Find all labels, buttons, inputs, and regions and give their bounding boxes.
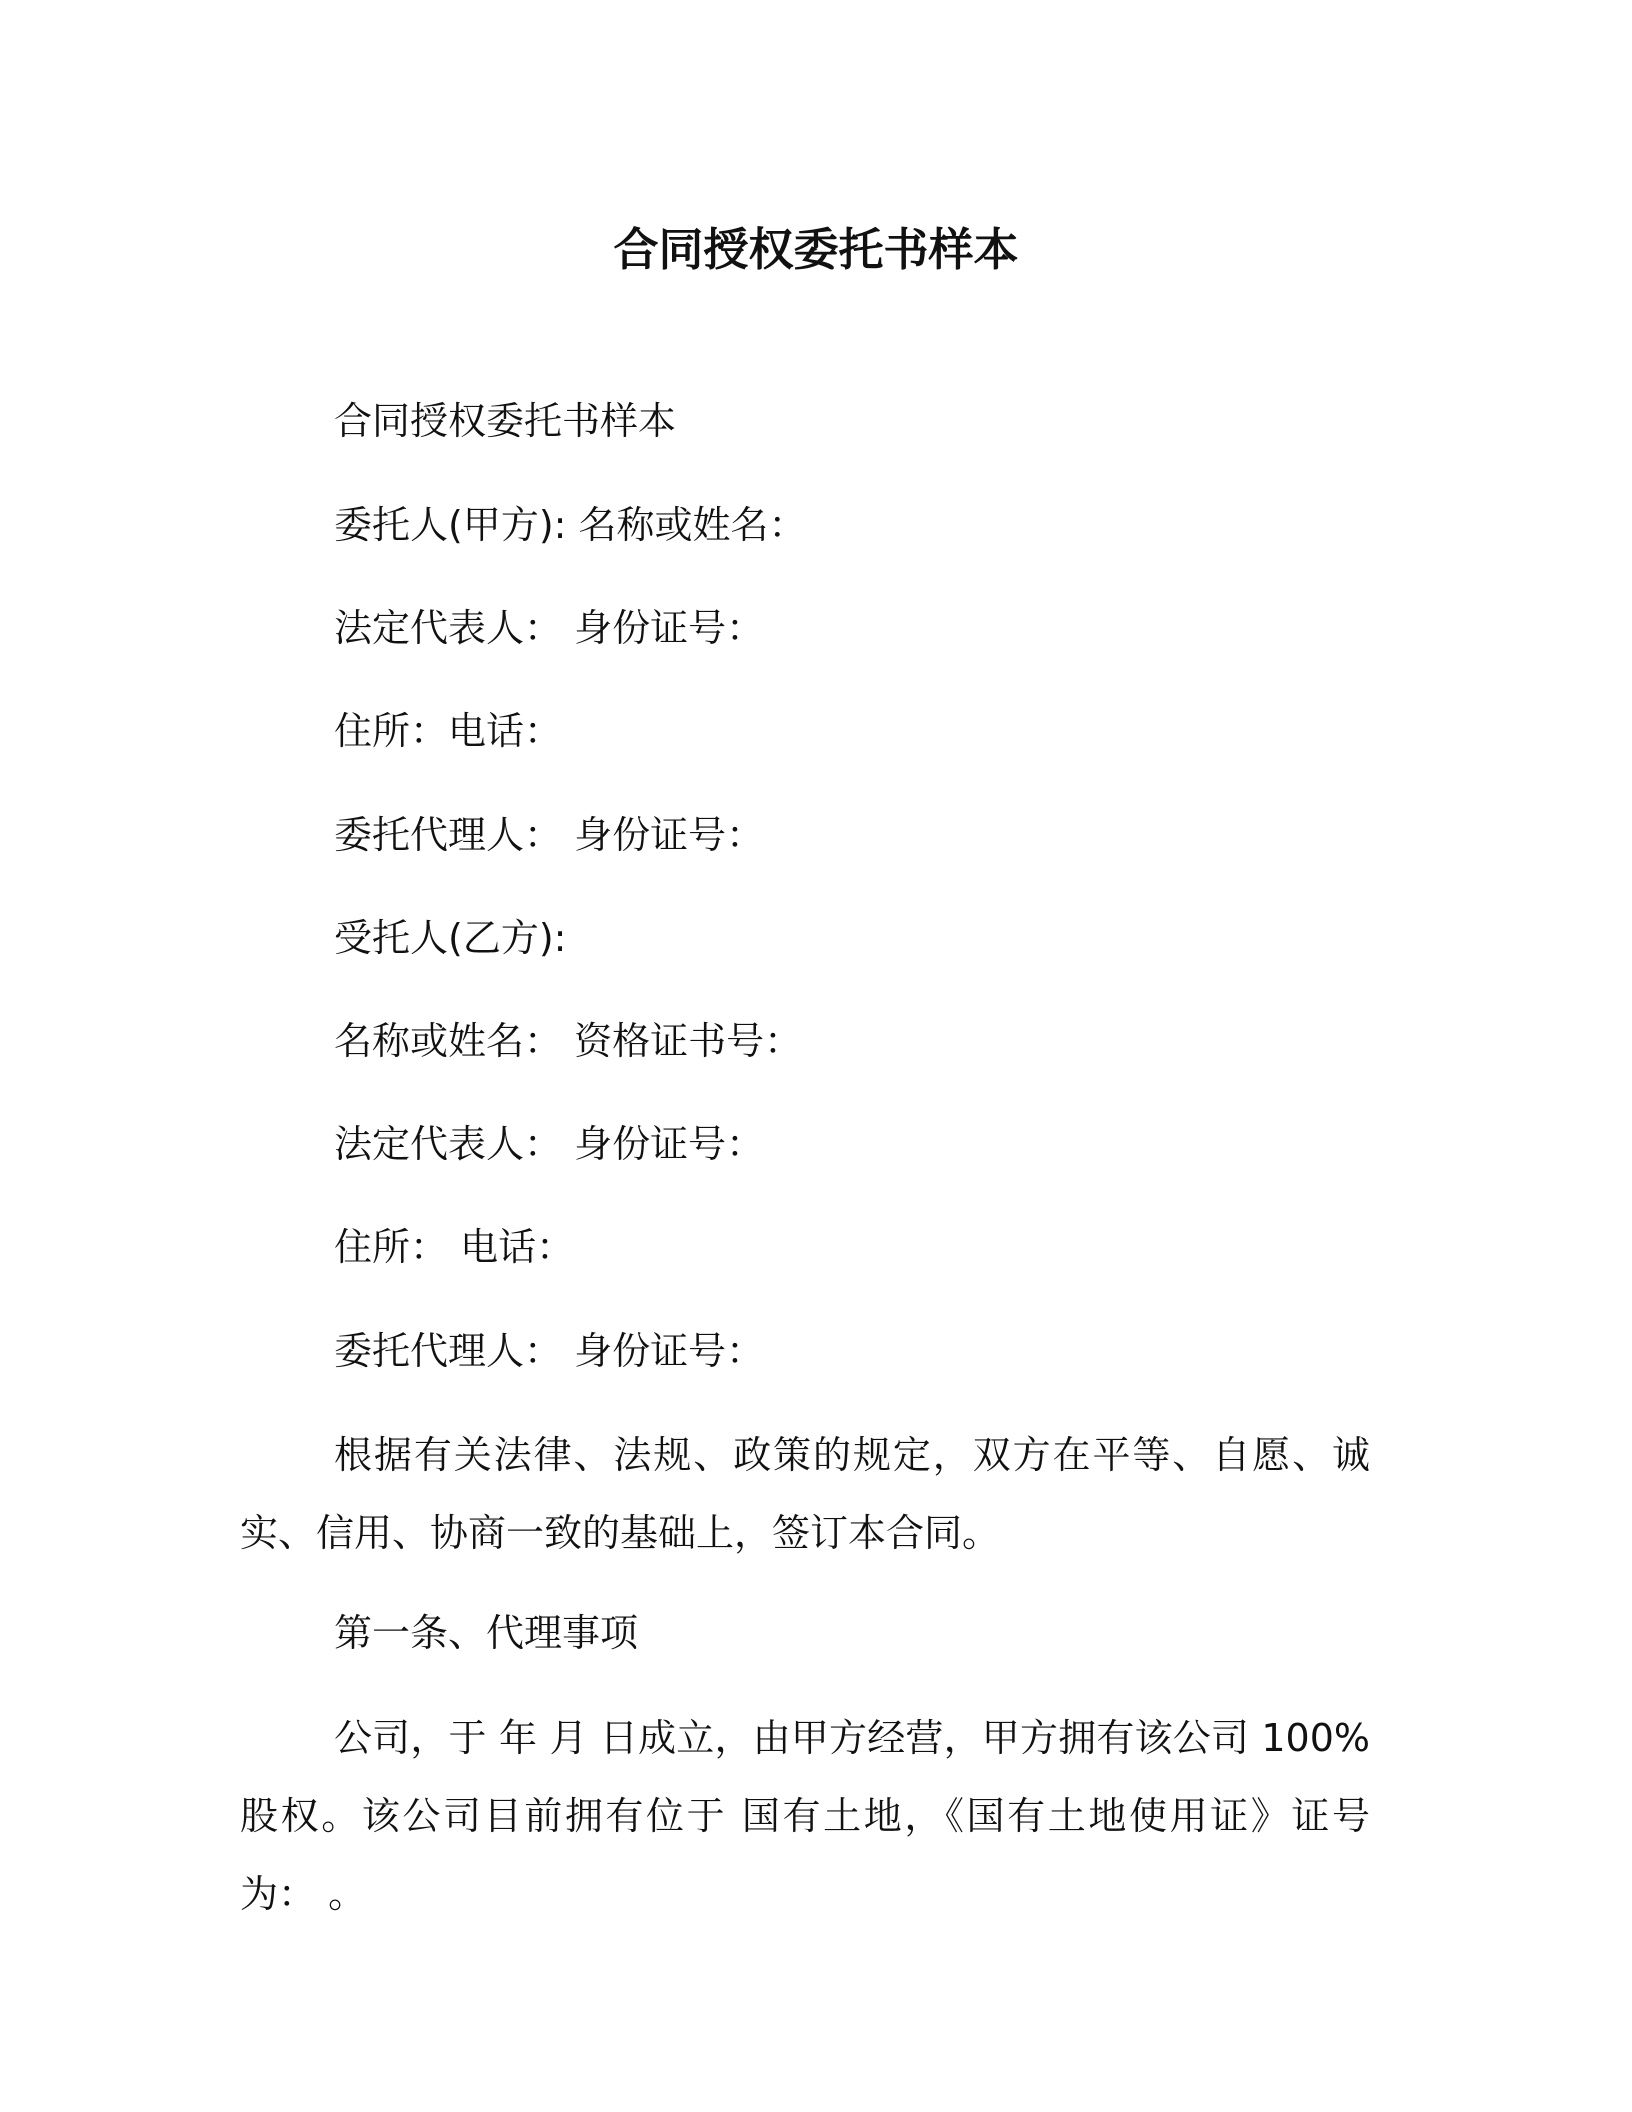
trustee-representative-line: 法定代表人： 身份证号： — [334, 1122, 765, 1166]
trustee-heading-line: 受托人(乙方): — [334, 916, 567, 960]
subtitle-line: 合同授权委托书样本 — [334, 399, 677, 443]
trustee-name-line: 名称或姓名： 资格证书号： — [334, 1019, 803, 1063]
document-title: 合同授权委托书样本 — [613, 223, 1019, 276]
article-one-heading: 第一条、代理事项 — [334, 1611, 639, 1655]
principal-address-line: 住所：电话： — [334, 709, 563, 753]
trustee-address-line: 住所： 电话： — [334, 1225, 575, 1269]
company-paragraph: 公司，于 年 月 日成立，由甲方经营，甲方拥有该公司 100%股权。该公司目前拥有位于 国有土地，《国有土地使用证》证号为： 。 — [240, 1716, 1370, 1916]
principal-agent-line: 委托代理人： 身份证号： — [334, 813, 765, 857]
principal-name-line: 委托人(甲方): 名称或姓名： — [334, 503, 807, 547]
principal-representative-line: 法定代表人： 身份证号： — [334, 606, 765, 650]
basis-paragraph: 根据有关法律、法规、政策的规定，双方在平等、自愿、诚实、信用、协商一致的基础上，签订本合同。 — [240, 1433, 1370, 1555]
trustee-agent-line: 委托代理人： 身份证号： — [334, 1329, 765, 1373]
